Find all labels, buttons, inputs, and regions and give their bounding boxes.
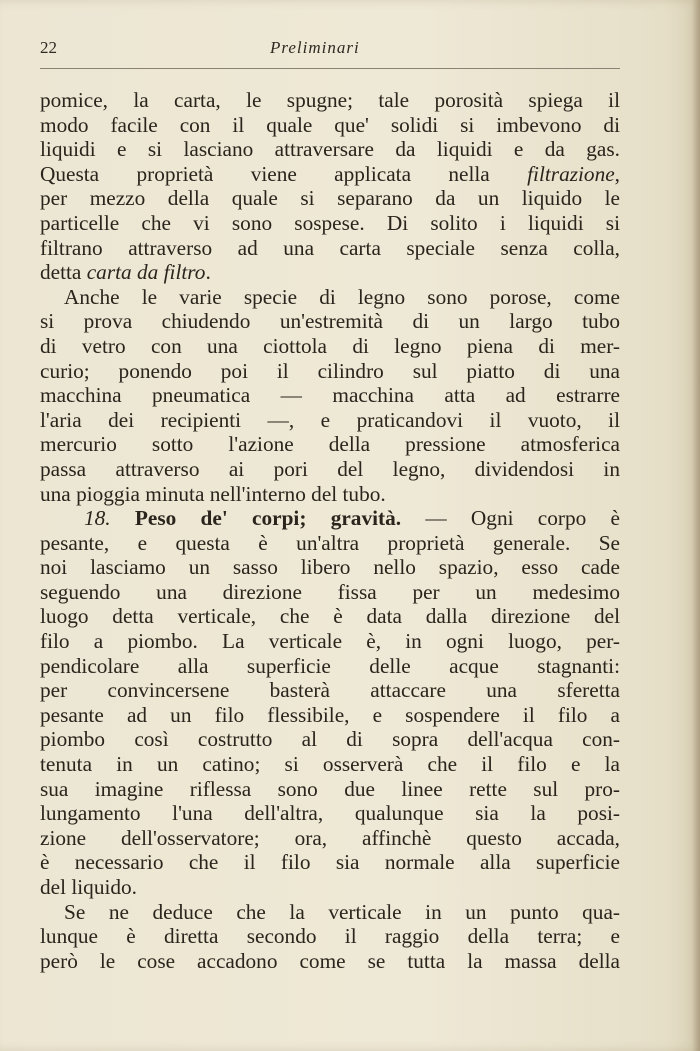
- text-line: del liquido.: [40, 875, 138, 899]
- italic-term: filtrazione: [527, 161, 615, 186]
- text-line: tenuta in un catino; si osserverà che il filo e la: [40, 752, 620, 777]
- text-line: Anche le varie specie di legno sono porose, come: [64, 284, 620, 309]
- text-line: Se ne deduce che la verticale in un punto qua-: [64, 899, 620, 924]
- running-title: Preliminari: [270, 38, 360, 57]
- text-line: modo facile con il quale que' solidi si imbevono di: [40, 112, 620, 137]
- body-text: [40, 88, 620, 973]
- text-line: però le cose accadono come se tutta la massa della: [40, 948, 620, 973]
- text-line: lungamento l'una dell'altra, qualunque sia la posi-: [40, 801, 620, 826]
- text-line: è necessario che il filo sia normale alla superficie: [40, 850, 620, 875]
- text-line: passa attraverso ai pori del legno, dividendosi in: [40, 456, 620, 481]
- text-line: lunque è diretta secondo il raggio della terra; e: [40, 924, 620, 949]
- text-line: di vetro con una ciottola di legno piena di mer-: [40, 333, 620, 358]
- text-line: pesante, e questa è un'altra proprietà generale. Se: [40, 530, 620, 555]
- text-line: Questa proprietà viene applicata nella filtrazione,: [40, 161, 620, 186]
- text-line: liquidi e si lasciano attraversare da liquidi e da gas.: [40, 137, 620, 162]
- text-line: pendicolare alla superficie delle acque stagnanti:: [40, 653, 620, 678]
- text-line: curio; ponendo poi il cilindro sul piatto di una: [40, 358, 620, 383]
- text-line: filtrano attraverso ad una carta speciale senza colla,: [40, 235, 620, 260]
- page-number: 22: [40, 38, 57, 57]
- text-line: luogo detta verticale, che è data dalla direzione del: [40, 604, 620, 629]
- text-line: per mezzo della quale si separano da un liquido le: [40, 186, 620, 211]
- text-line: filo a piombo. La verticale è, in ogni luogo, per-: [40, 629, 620, 654]
- text-line: particelle che vi sono sospese. Di solito i liquidi si: [40, 210, 620, 235]
- text-line: zione dell'osservatore; ora, affinchè questo accada,: [40, 825, 620, 850]
- text-line: pomice, la carta, le spugne; tale porosità spiega il: [40, 88, 620, 112]
- text-line: mercurio sotto l'azione della pressione atmosferica: [40, 432, 620, 457]
- text-line: l'aria dei recipienti —, e praticandovi il vuoto, il: [40, 407, 620, 432]
- text-line: si prova chiudendo un'estremità di un largo tubo: [40, 309, 620, 334]
- text-line: per convincersene basterà attaccare una sferetta: [40, 678, 620, 703]
- section-title: Peso de' corpi; gravità.: [134, 506, 402, 531]
- page-edge-shadow: [692, 0, 700, 1051]
- section-number: 18.: [84, 506, 111, 531]
- page-header: [40, 38, 620, 68]
- text-line: sua imagine riflessa sono due linee rette sul pro-: [40, 776, 620, 801]
- section-heading-line: 18. Peso de' corpi; gravità. — Ogni corpo è: [84, 506, 620, 531]
- text-line: piombo così costrutto al di sopra dell'acqua con-: [40, 727, 620, 752]
- text-line: detta carta da filtro.: [40, 260, 211, 285]
- text-line: pesante ad un filo flessibile, e sospendere il filo a: [40, 702, 620, 727]
- text-line: una pioggia minuta nell'interno del tubo.: [40, 481, 386, 506]
- text-line: seguendo una direzione fissa per un medesimo: [40, 579, 620, 604]
- italic-term: carta da filtro: [86, 260, 206, 285]
- text-line: macchina pneumatica — macchina atta ad estrarre: [40, 383, 620, 408]
- text-line: noi lasciamo un sasso libero nello spazio, esso cade: [40, 555, 620, 580]
- header-rule: [40, 68, 620, 69]
